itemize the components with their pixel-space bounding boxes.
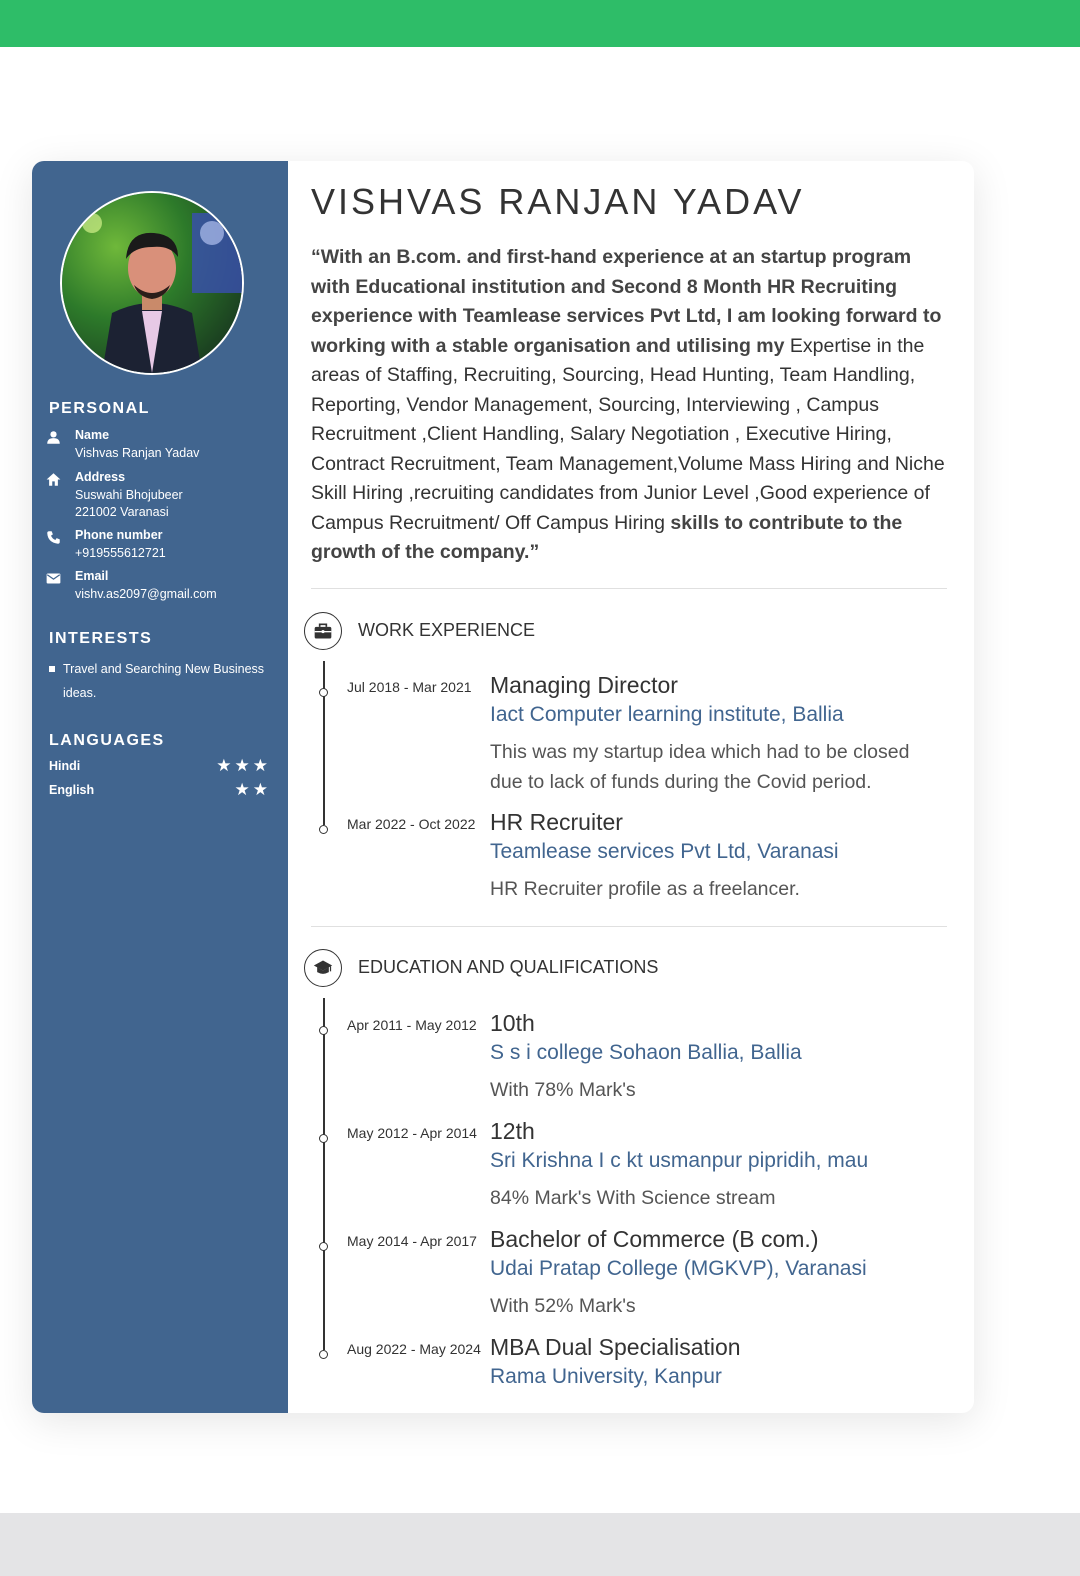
timeline-dot: [319, 688, 328, 697]
entry-description: With 52% Mark's: [490, 1295, 636, 1317]
entry-role: 12th: [490, 1118, 535, 1144]
phone-icon: [46, 530, 61, 545]
divider: [311, 926, 947, 927]
timeline-dot: [319, 1350, 328, 1359]
entry-role: Managing Director: [490, 672, 678, 698]
interest-text: Travel and Searching New Business ideas.: [63, 662, 265, 700]
phone-label: Phone number: [75, 528, 163, 542]
entry-date: Jul 2018 - Mar 2021: [347, 679, 472, 695]
work-section-title: WORK EXPERIENCE: [358, 620, 536, 640]
entry-organization: Sri Krishna I c kt usmanpur pipridih, mau: [490, 1149, 869, 1172]
address-line-2: 221002 Varanasi: [75, 505, 169, 519]
address-line-1: Suswahi Bhojubeer: [75, 488, 183, 502]
entry-description: With 78% Mark's: [490, 1079, 636, 1101]
main-content: [288, 161, 974, 1413]
language-english: [49, 780, 271, 799]
language-hindi: [49, 756, 271, 775]
star-rating-icon: ★★: [234, 780, 271, 799]
entry-organization: Udai Pratap College (MGKVP), Varanasi: [490, 1257, 867, 1280]
phone-value: +919555612721: [75, 546, 166, 560]
personal-section-title: PERSONAL: [49, 400, 150, 417]
entry-description: 84% Mark's With Science stream: [490, 1187, 776, 1209]
entry-date: Apr 2011 - May 2012: [347, 1017, 477, 1033]
email-icon: [46, 571, 61, 586]
resume-card: [32, 161, 974, 1413]
top-bar: [0, 0, 1080, 47]
address-value: [75, 487, 285, 521]
entry-date: Mar 2022 - Oct 2022: [347, 816, 476, 832]
entry-role: 10th: [490, 1010, 535, 1036]
profile-photo: [62, 193, 242, 373]
entry-organization: Rama University, Kanpur: [490, 1365, 722, 1388]
entry-role: HR Recruiter: [490, 809, 623, 835]
entry-role: Bachelor of Commerce (B com.): [490, 1226, 819, 1252]
timeline-dot: [319, 1134, 328, 1143]
entry-organization: Teamlease services Pvt Ltd, Varanasi: [490, 840, 839, 863]
language-name: Hindi: [49, 759, 81, 773]
entry-organization: S s i college Sohaon Ballia, Ballia: [490, 1041, 802, 1064]
timeline-dot: [319, 825, 328, 834]
timeline-dot: [319, 1242, 328, 1251]
address-label: Address: [75, 470, 126, 484]
entry-date: May 2012 - Apr 2014: [347, 1125, 477, 1141]
summary-bold-intro: “With an B.com. and first-hand experience at an startup program with Educational institution and Second 8 Month HR Recruiting experience with Teamlease services Pvt Ltd, I am looking forward to working with a stable organisation and utilising my: [311, 246, 942, 357]
profile-summary: [311, 243, 951, 568]
name-label: Name: [75, 428, 110, 442]
sidebar: [32, 161, 288, 1413]
email-label: Email: [75, 569, 109, 583]
summary-bold-end: skills to contribute to the growth of the company.”: [311, 511, 903, 563]
divider: [311, 588, 947, 589]
avatar: [60, 191, 244, 375]
entry-role: MBA Dual Specialisation: [490, 1334, 741, 1360]
briefcase-icon: [304, 612, 342, 650]
timeline-dot: [319, 1026, 328, 1035]
page-title: VISHVAS RANJAN YADAV: [311, 181, 805, 222]
graduation-cap-icon: [304, 949, 342, 987]
entry-organization: Iact Computer learning institute, Ballia: [490, 703, 844, 726]
entry-date: May 2014 - Apr 2017: [347, 1233, 477, 1249]
email-value: vishv.as2097@gmail.com: [75, 587, 217, 601]
interests-section-title: INTERESTS: [49, 630, 153, 647]
home-icon: [46, 472, 61, 487]
entry-description: HR Recruiter profile as a freelancer.: [490, 878, 800, 900]
education-timeline: [323, 998, 325, 1350]
entry-description: This was my startup idea which had to be closed due to lack of funds during the Covid period.: [490, 741, 910, 793]
person-icon: [46, 430, 61, 445]
education-section-title: EDUCATION AND QUALIFICATIONS: [358, 957, 659, 977]
star-rating-icon: ★★★: [216, 756, 271, 775]
language-name: English: [49, 783, 95, 797]
entry-date: Aug 2022 - May 2024: [347, 1341, 481, 1357]
work-timeline: [323, 661, 325, 825]
bullet-icon: [49, 666, 55, 672]
languages-section-title: LANGUAGES: [49, 732, 165, 749]
bottom-bar: [0, 1513, 1080, 1576]
summary-expertise: Expertise in the areas of Staffing, Recruiting, Sourcing, Head Hunting, Team Handling, Reporting, Vendor Management, Sourcing, Interviewing , Campus Recruitment ,Client Handling, Salary Negotiation , Executive Hiring, Contract Recruitment, Team Management,Volume Mass Hiring and Niche Skill Hiring ,recruiting candidates from Junior Level ,Good experience of Campus Recruitment/ Off Campus Hiring: [311, 334, 945, 534]
name-value: Vishvas Ranjan Yadav: [75, 446, 200, 460]
